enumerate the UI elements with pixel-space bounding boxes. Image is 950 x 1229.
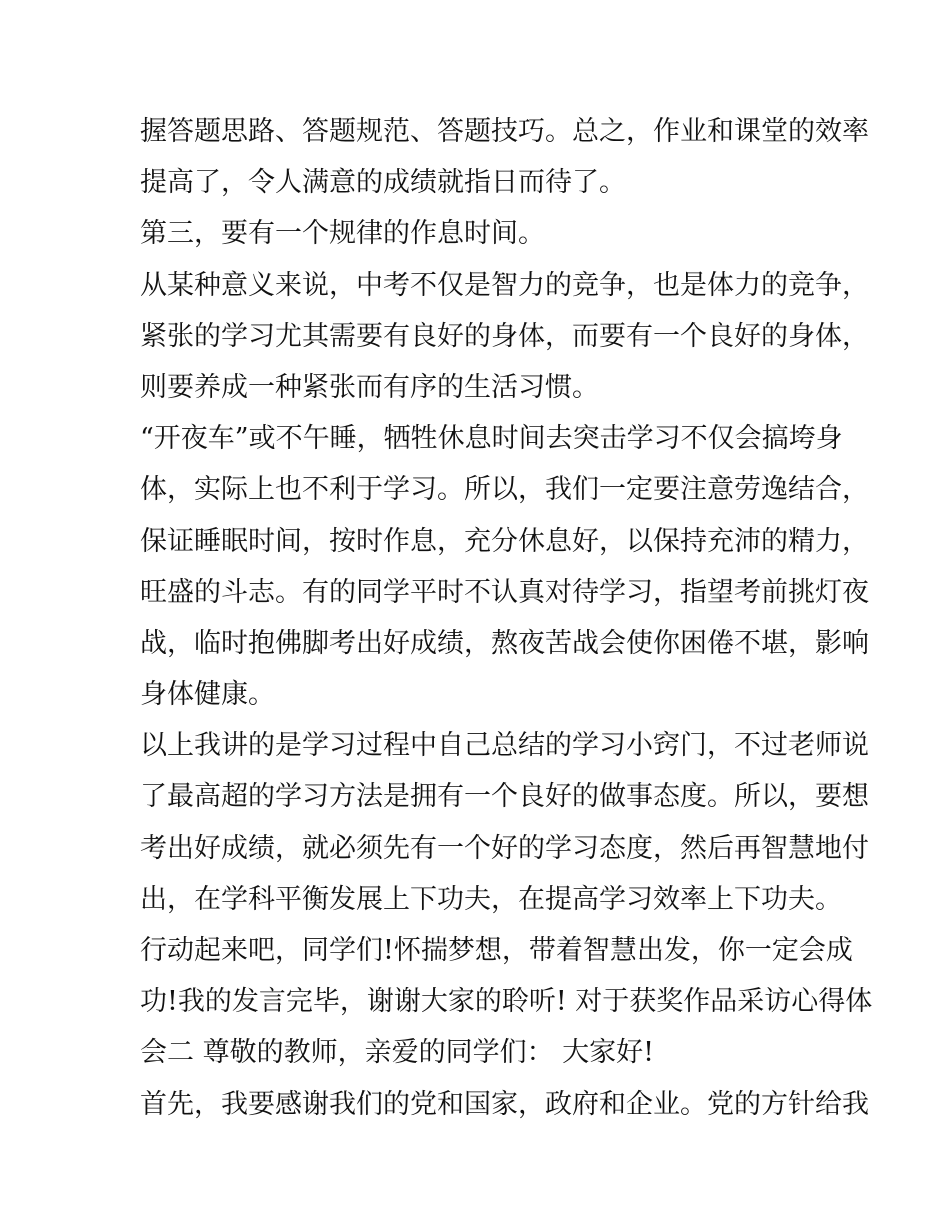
text-line: 从某种意义来说，中考不仅是智力的竞争，也是体力的竞争， (140, 269, 869, 301)
text-line: 以上我讲的是学习过程中自己总结的学习小窍门，不过老师说 (140, 730, 869, 762)
text-line: 战，临时抱佛脚考出好成绩，熬夜苦战会使你困倦不堪，影响 (140, 627, 869, 659)
text-line: 则要养成一种紧张而有序的生活习惯。 (140, 371, 599, 403)
text-line: 考出好成绩，就必须先有一个好的学习态度，然后再智慧地付 (140, 832, 869, 864)
text-line: 身体健康。 (140, 679, 275, 711)
text-line: 提高了，令人满意的成绩就指日而待了。 (140, 167, 626, 199)
text-line: 了最高超的学习方法是拥有一个良好的做事态度。所以，要想 (140, 781, 869, 813)
text-line: 会二 尊敬的教师，亲爱的同学们： 大家好! (140, 1037, 655, 1069)
text-line: 保证睡眠时间，按时作息，充分休息好，以保持充沛的精力， (140, 525, 869, 557)
text-line: “开夜车”或不午睡，牺牲休息时间去突击学习不仅会搞垮身 (140, 423, 843, 455)
document-body (140, 106, 873, 1130)
text-line: 首先，我要感谢我们的党和国家，政府和企业。党的方针给我 (140, 1088, 869, 1120)
text-line: 握答题思路、答题规范、答题技巧。总之，作业和课堂的效率 (140, 116, 869, 147)
text-line: 体，实际上也不利于学习。所以，我们一定要注意劳逸结合， (140, 474, 869, 506)
text-line: 行动起来吧，同学们!怀揣梦想，带着智慧出发，你一定会成 (140, 935, 853, 966)
text-line: 旺盛的斗志。有的同学平时不认真对待学习，指望考前挑灯夜 (140, 576, 869, 608)
text-line: 功!我的发言完毕，谢谢大家的聆听! 对于获奖作品采访心得体 (140, 986, 873, 1018)
text-line: 第三，要有一个规律的作息时间。 (140, 218, 545, 250)
text-line: 紧张的学习尤其需要有良好的身体，而要有一个良好的身体， (140, 320, 869, 352)
text-line: 出，在学科平衡发展上下功夫，在提高学习效率上下功夫。 (140, 883, 842, 915)
